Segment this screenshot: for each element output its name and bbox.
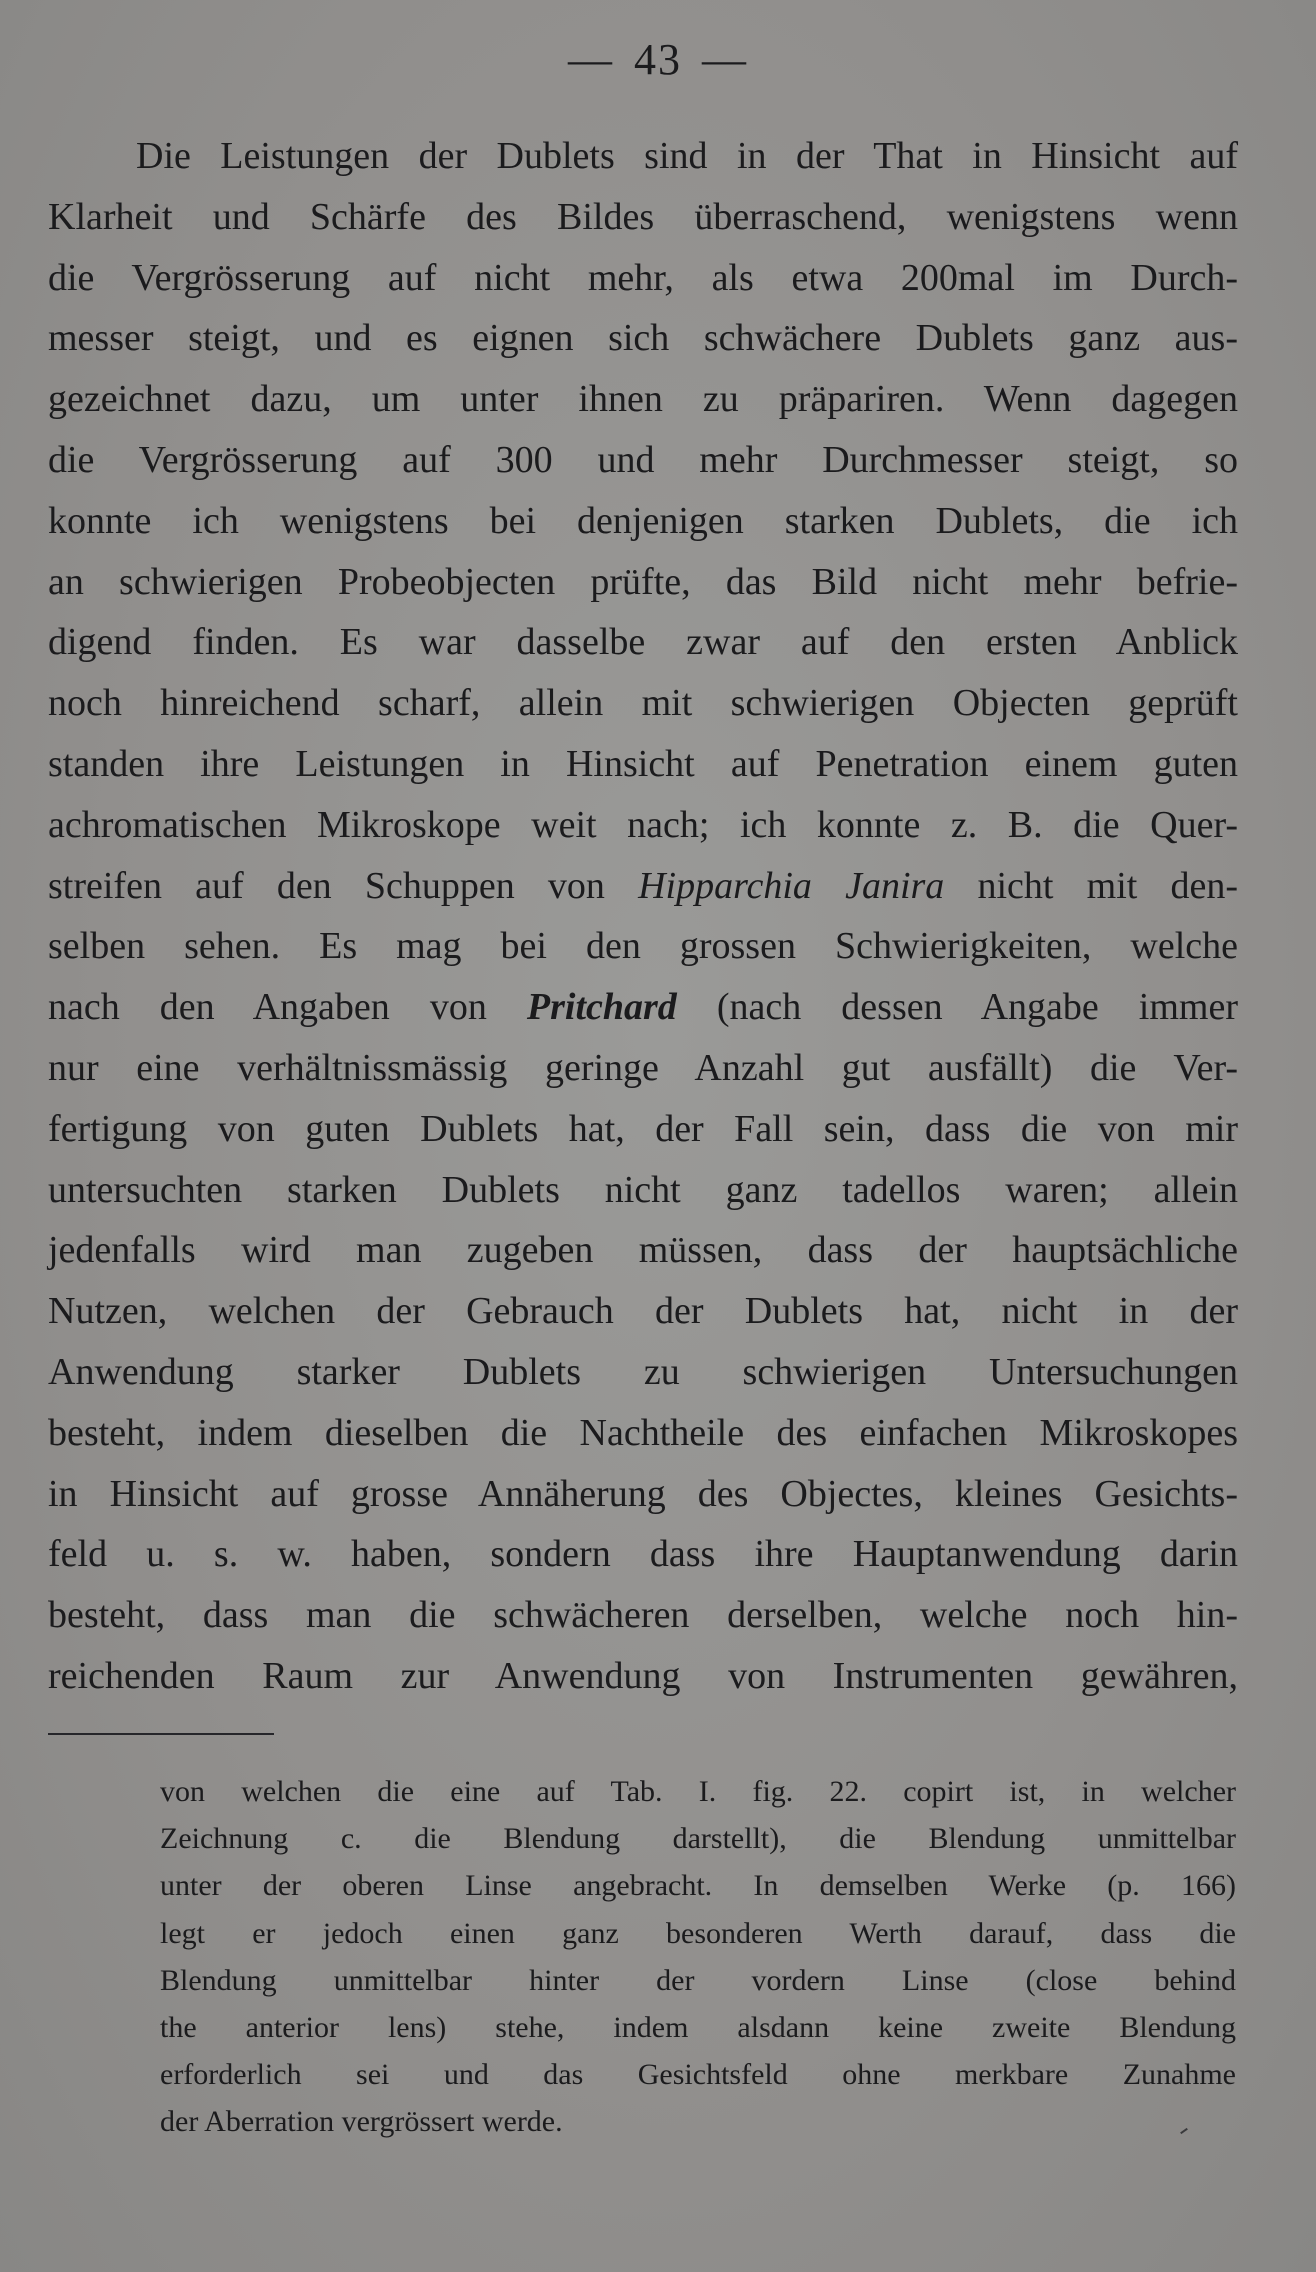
text-line: konnte ich wenigstens bei denjenigen starken Dublets, die ich: [48, 499, 1238, 542]
footnote: [160, 1768, 1236, 2146]
footnote-separator: [48, 1733, 274, 1735]
footnote-line: unter der oberen Linse angebracht. In demselben Werke (p. 166): [160, 1869, 1236, 1903]
text-line: Die Leistungen der Dublets sind in der That in Hinsicht auf: [136, 135, 1238, 177]
text-fragment: streifen auf den Schuppen von: [48, 864, 639, 907]
page-number-dash-left: —: [568, 35, 614, 84]
text-line: nur eine verhältnissmässig geringe Anzahl gut ausfällt) die Ver-: [48, 1046, 1238, 1089]
footnote-line: erforderlich sei und das Gesichtsfeld ohne merkbare Zunahme: [160, 2058, 1236, 2092]
text-fragment: nicht mit den-: [944, 864, 1239, 907]
text-line: digend finden. Es war dasselbe zwar auf den ersten Anblick: [48, 621, 1238, 664]
text-line: fertigung von guten Dublets hat, der Fall sein, dass die von mir: [48, 1107, 1238, 1150]
footnote-line: the anterior lens) stehe, indem alsdann keine zweite Blendung: [160, 2010, 1236, 2044]
text-fragment: nach den Angaben von: [48, 986, 527, 1029]
text-line: achromatischen Mikroskope weit nach; ich konnte z. B. die Quer-: [48, 803, 1238, 846]
text-line: in Hinsicht auf grosse Annäherung des Objectes, kleines Gesichts-: [48, 1472, 1238, 1515]
text-fragment: (nach dessen Angabe immer: [676, 986, 1238, 1029]
text-line: Klarheit und Schärfe des Bildes überraschend, wenigstens wenn: [48, 195, 1238, 238]
text-line: besteht, dass man die schwächeren derselben, welche noch hin-: [48, 1594, 1238, 1637]
author-name: Pritchard: [526, 986, 677, 1029]
footnote-line: Blendung unmittelbar hinter der vordern Linse (close behind: [160, 1963, 1236, 1997]
page-number: 43: [634, 35, 682, 84]
text-line: Nutzen, welchen der Gebrauch der Dublets hat, nicht in der: [48, 1290, 1238, 1333]
species-name: Hipparchia Janira: [638, 864, 945, 907]
footnote-line: Zeichnung c. die Blendung darstellt), die Blendung unmittelbar: [160, 1822, 1236, 1856]
text-line: selben sehen. Es mag bei den grossen Schwierigkeiten, welche: [48, 925, 1238, 968]
footnote-line: der Aberration vergrössert werde.: [160, 2105, 563, 2139]
text-line: jedenfalls wird man zugeben müssen, dass der hauptsächliche: [48, 1229, 1238, 1272]
main-paragraph: [48, 126, 1238, 1707]
text-line: die Vergrösserung auf nicht mehr, als etwa 200mal im Durch-: [48, 256, 1238, 299]
page-number-dash-right: —: [702, 35, 748, 84]
text-line: an schwierigen Probeobjecten prüfte, das Bild nicht mehr befrie-: [48, 560, 1238, 603]
text-line-with-species: [48, 856, 1238, 917]
page-number-header: [0, 34, 1316, 85]
footnote-line: von welchen die eine auf Tab. I. fig. 22. copirt ist, in welcher: [160, 1775, 1236, 1808]
text-line: reichenden Raum zur Anwendung von Instrumenten gewähren,: [48, 1654, 1238, 1697]
text-line: noch hinreichend scharf, allein mit schwierigen Objecten geprüft: [48, 682, 1238, 725]
footnote-line: legt er jedoch einen ganz besonderen Werth darauf, dass die: [160, 1916, 1236, 1950]
text-line: feld u. s. w. haben, sondern dass ihre Hauptanwendung darin: [48, 1533, 1238, 1576]
text-line: untersuchten starken Dublets nicht ganz tadellos waren; allein: [48, 1168, 1238, 1211]
text-line: besteht, indem dieselben die Nachtheile des einfachen Mikroskopes: [48, 1411, 1238, 1454]
text-line: Anwendung starker Dublets zu schwierigen Untersuchungen: [48, 1350, 1238, 1393]
text-line: die Vergrösserung auf 300 und mehr Durchmesser steigt, so: [48, 438, 1238, 481]
text-line: standen ihre Leistungen in Hinsicht auf Penetration einem guten: [48, 742, 1238, 785]
text-line: messer steigt, und es eignen sich schwächere Dublets ganz aus-: [48, 317, 1238, 360]
text-line: gezeichnet dazu, um unter ihnen zu präpariren. Wenn dagegen: [48, 378, 1238, 421]
text-line-with-author: [48, 977, 1238, 1038]
